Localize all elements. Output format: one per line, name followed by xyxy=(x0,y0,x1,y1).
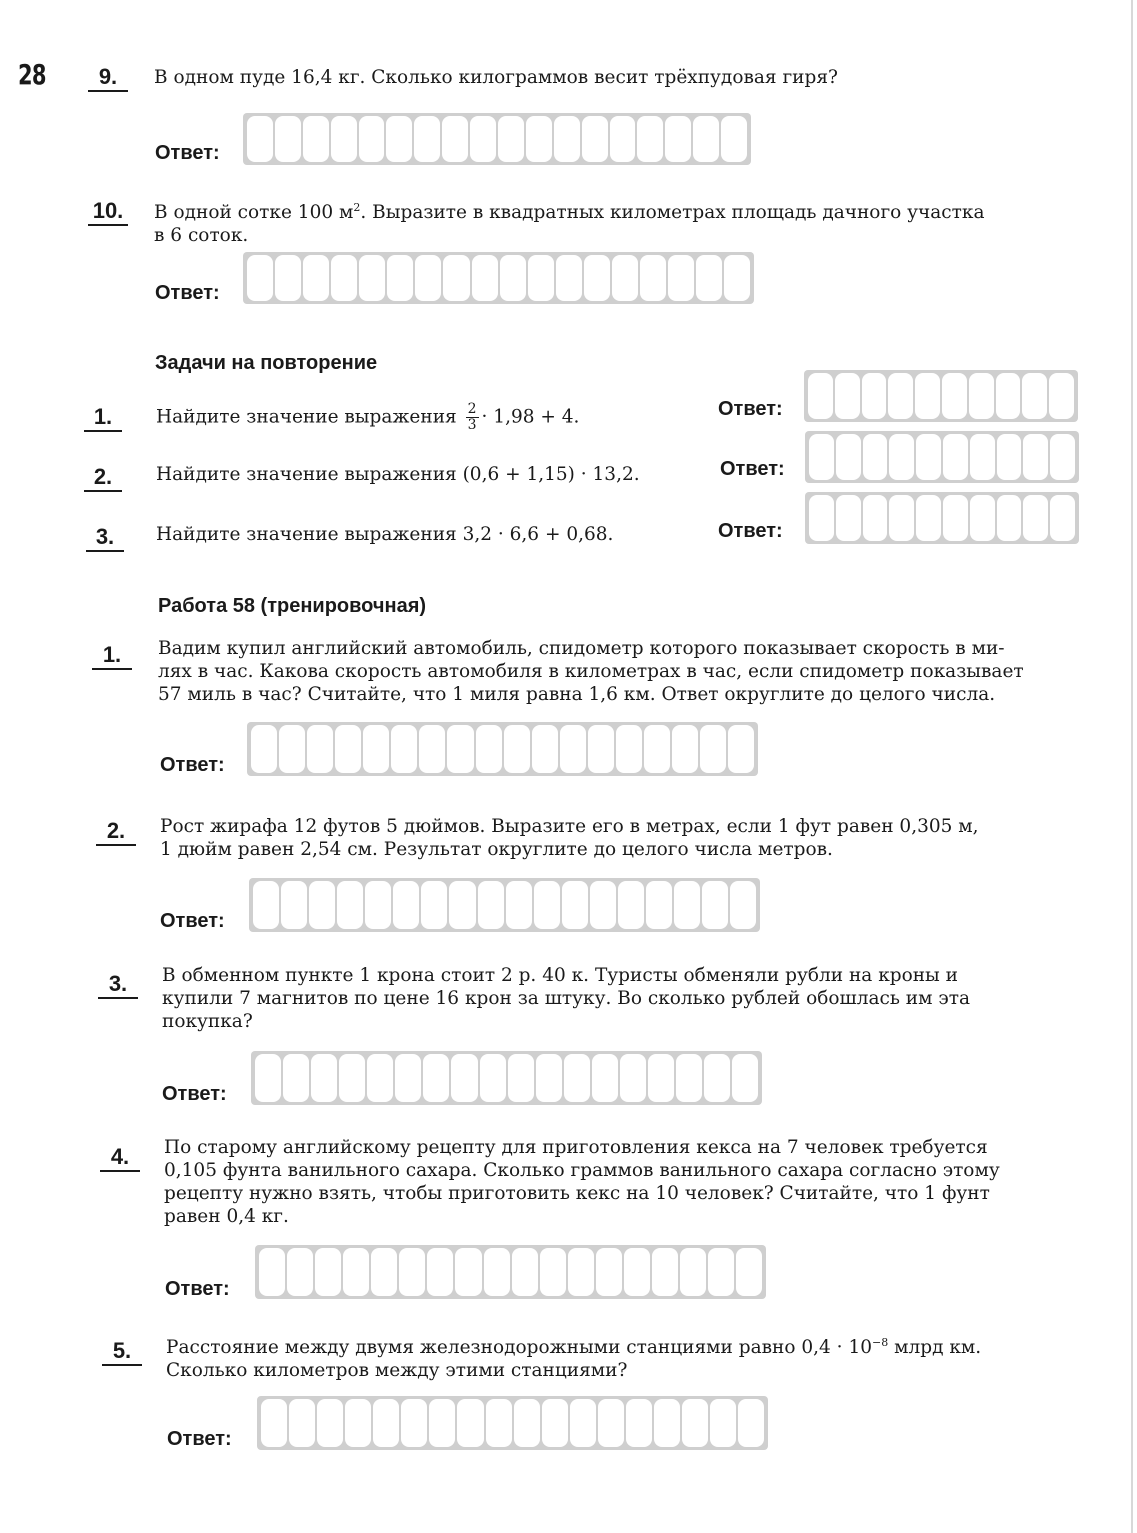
answer-cell[interactable] xyxy=(335,725,361,773)
answer-cell[interactable] xyxy=(345,1399,371,1447)
answer-cell[interactable] xyxy=(532,725,558,773)
answer-cell[interactable] xyxy=(1049,373,1074,419)
answer-cell[interactable] xyxy=(451,1054,477,1102)
fraction: $\frac{2}{3}$ xyxy=(467,401,477,433)
answer-cell[interactable] xyxy=(618,881,644,929)
work-2-number: 2. xyxy=(96,818,136,846)
answer-cell[interactable] xyxy=(668,255,694,301)
answer-cell[interactable] xyxy=(359,255,385,301)
answer-cell[interactable] xyxy=(582,116,608,162)
answer-cell[interactable] xyxy=(275,255,301,301)
answer-cell[interactable] xyxy=(331,255,357,301)
work-4-answer-label: Ответ: xyxy=(165,1278,230,1300)
answer-cell[interactable] xyxy=(1050,495,1075,541)
answer-cell[interactable] xyxy=(704,1054,730,1102)
answer-cell[interactable] xyxy=(247,116,273,162)
answer-cell[interactable] xyxy=(478,881,504,929)
answer-cell[interactable] xyxy=(386,116,412,162)
work-1-answer-label: Ответ: xyxy=(160,754,225,776)
task-10-text: В одной сотке 100 $м^2$. Выразите в квадратных километрах площадь дачного участка в 6 соток. xyxy=(154,201,985,247)
answer-cell[interactable] xyxy=(592,1054,618,1102)
answer-cell[interactable] xyxy=(514,1399,540,1447)
answer-cell[interactable] xyxy=(414,116,440,162)
review-3-text: Найдите значение выражения 3,2 · 6,6 + 0,68. xyxy=(156,524,614,545)
answer-cell[interactable] xyxy=(309,881,335,929)
review-3-answer-label: Ответ: xyxy=(718,520,783,542)
answer-cell[interactable] xyxy=(889,434,914,480)
answer-cell[interactable] xyxy=(480,1054,506,1102)
review-heading: Задачи на повторение xyxy=(155,352,378,374)
answer-cell[interactable] xyxy=(637,116,663,162)
work-5-answer-label: Ответ: xyxy=(167,1428,232,1450)
answer-cell[interactable] xyxy=(1023,434,1048,480)
page-number: 28 xyxy=(18,58,46,91)
answer-cell[interactable] xyxy=(289,1399,315,1447)
answer-cell[interactable] xyxy=(863,434,888,480)
answer-cell[interactable] xyxy=(682,1399,708,1447)
page-edge xyxy=(1131,0,1133,1533)
answer-cell[interactable] xyxy=(596,1248,622,1296)
answer-cell[interactable] xyxy=(624,1248,650,1296)
answer-cell[interactable] xyxy=(612,255,638,301)
answer-cell[interactable] xyxy=(710,1399,736,1447)
answer-cell[interactable] xyxy=(498,116,524,162)
work-4-text: По старому английскому рецепту для приготовления кекса на 7 человек требуется 0,105 фунта ванильного сахара. Сколько граммов ванильного сахара согласно этому рецепту нужно взять, чтобы приготовить кекс на 10 человек? Считайте, что 1 фунт равен 0,4 кг. xyxy=(164,1137,1000,1227)
answer-cell[interactable] xyxy=(500,255,526,301)
answer-cell[interactable] xyxy=(470,116,496,162)
answer-cell[interactable] xyxy=(534,881,560,929)
review-2-answer-box[interactable] xyxy=(805,431,1079,483)
answer-cell[interactable] xyxy=(419,725,445,773)
answer-cell[interactable] xyxy=(447,725,473,773)
answer-cell[interactable] xyxy=(728,725,754,773)
answer-cell[interactable] xyxy=(943,495,968,541)
answer-cell[interactable] xyxy=(738,1399,764,1447)
answer-cell[interactable] xyxy=(542,1399,568,1447)
answer-cell[interactable] xyxy=(674,881,700,929)
answer-cell[interactable] xyxy=(646,881,672,929)
answer-cell[interactable] xyxy=(970,495,995,541)
answer-cell[interactable] xyxy=(654,1399,680,1447)
work-5-number: 5. xyxy=(102,1338,142,1366)
answer-cell[interactable] xyxy=(484,1248,510,1296)
answer-cell[interactable] xyxy=(331,116,357,162)
answer-cell[interactable] xyxy=(584,255,610,301)
answer-cell[interactable] xyxy=(508,1054,534,1102)
answer-cell[interactable] xyxy=(644,725,670,773)
answer-cell[interactable] xyxy=(373,1399,399,1447)
answer-cell[interactable] xyxy=(423,1054,449,1102)
work-1-text: Вадим купил английский автомобиль, спидометр которого показывает скорость в ми- лях в час. Какова скорость автомобиля в километрах в час, если спидометр показывает 57 миль в час? Считайте, что 1 миля равна 1,6 км. Ответ округлите до целого числа. xyxy=(158,638,1024,705)
task-10-number: 10. xyxy=(88,198,128,226)
answer-cell[interactable] xyxy=(942,373,967,419)
answer-cell[interactable] xyxy=(1050,434,1075,480)
answer-cell[interactable] xyxy=(836,495,861,541)
answer-cell[interactable] xyxy=(676,1054,702,1102)
answer-cell[interactable] xyxy=(261,1399,287,1447)
answer-cell[interactable] xyxy=(672,725,698,773)
answer-cell[interactable] xyxy=(443,255,469,301)
work-5-text: Расстояние между двумя железнодорожными станциями равно $0,4 \cdot 10^{-8}$ млрд км. Сколько километров между этими станциями? xyxy=(166,1336,982,1382)
answer-cell[interactable] xyxy=(724,255,750,301)
answer-cell[interactable] xyxy=(303,255,329,301)
work-1-answer-box[interactable] xyxy=(247,722,758,776)
answer-cell[interactable] xyxy=(564,1054,590,1102)
task-10-answer-box[interactable] xyxy=(243,252,754,304)
work-4-answer-box[interactable] xyxy=(255,1245,766,1299)
answer-cell[interactable] xyxy=(399,1248,425,1296)
answer-cell[interactable] xyxy=(590,881,616,929)
answer-cell[interactable] xyxy=(652,1248,678,1296)
review-3-answer-box[interactable] xyxy=(805,492,1079,544)
answer-cell[interactable] xyxy=(337,881,363,929)
answer-cell[interactable] xyxy=(512,1248,538,1296)
answer-cell[interactable] xyxy=(449,881,475,929)
answer-cell[interactable] xyxy=(996,373,1021,419)
answer-cell[interactable] xyxy=(457,1399,483,1447)
answer-cell[interactable] xyxy=(339,1054,365,1102)
answer-cell[interactable] xyxy=(307,725,333,773)
review-2-text: Найдите значение выражения (0,6 + 1,15) · 13,2. xyxy=(156,464,640,485)
work-1-number: 1. xyxy=(92,642,132,670)
review-2-number: 2. xyxy=(84,464,122,492)
answer-cell[interactable] xyxy=(916,495,941,541)
answer-cell[interactable] xyxy=(721,116,747,162)
work-4-number: 4. xyxy=(100,1144,140,1172)
answer-cell[interactable] xyxy=(287,1248,313,1296)
answer-cell[interactable] xyxy=(1023,495,1048,541)
answer-cell[interactable] xyxy=(442,116,468,162)
answer-cell[interactable] xyxy=(863,495,888,541)
answer-cell[interactable] xyxy=(730,881,756,929)
answer-cell[interactable] xyxy=(835,373,860,419)
review-1-answer-box[interactable] xyxy=(804,370,1078,422)
answer-cell[interactable] xyxy=(526,116,552,162)
work-2-answer-box[interactable] xyxy=(249,878,760,932)
answer-cell[interactable] xyxy=(888,373,913,419)
answer-cell[interactable] xyxy=(275,116,301,162)
review-1-answer-label: Ответ: xyxy=(718,398,783,420)
answer-cell[interactable] xyxy=(560,725,586,773)
review-2-answer-label: Ответ: xyxy=(720,458,785,480)
answer-cell[interactable] xyxy=(862,373,887,419)
answer-cell[interactable] xyxy=(616,725,642,773)
task-9-text: В одном пуде 16,4 кг. Сколько килограммов весит трёхпудовая гиря? xyxy=(154,67,838,88)
answer-cell[interactable] xyxy=(415,255,441,301)
answer-cell[interactable] xyxy=(970,434,995,480)
answer-cell[interactable] xyxy=(317,1399,343,1447)
task-10-answer-label: Ответ: xyxy=(155,282,220,304)
answer-cell[interactable] xyxy=(401,1399,427,1447)
answer-cell[interactable] xyxy=(540,1248,566,1296)
answer-cell[interactable] xyxy=(598,1399,624,1447)
answer-cell[interactable] xyxy=(303,116,329,162)
answer-cell[interactable] xyxy=(708,1248,734,1296)
answer-cell[interactable] xyxy=(562,881,588,929)
answer-cell[interactable] xyxy=(693,116,719,162)
answer-cell[interactable] xyxy=(916,434,941,480)
answer-cell[interactable] xyxy=(570,1399,596,1447)
answer-cell[interactable] xyxy=(1022,373,1047,419)
answer-cell[interactable] xyxy=(696,255,722,301)
work-heading: Работа 58 (тренировочная) xyxy=(158,595,427,617)
answer-cell[interactable] xyxy=(393,881,419,929)
work-3-number: 3. xyxy=(98,971,138,999)
work-2-text: Рост жирафа 12 футов 5 дюймов. Выразите его в метрах, если 1 фут равен 0,305 м, 1 дюйм равен 2,54 см. Результат округлите до целого числа метров. xyxy=(160,816,979,860)
answer-cell[interactable] xyxy=(610,116,636,162)
work-3-answer-box[interactable] xyxy=(251,1051,762,1105)
answer-cell[interactable] xyxy=(486,1399,512,1447)
answer-cell[interactable] xyxy=(702,881,728,929)
work-3-text: В обменном пункте 1 крона стоит 2 р. 40 к. Туристы обменяли рубли на кроны и купили 7 магнитов по цене 16 крон за штуку. Во сколько рублей обошлась им эта покупка? xyxy=(162,965,971,1032)
task-9-number: 9. xyxy=(88,64,128,92)
review-1-number: 1. xyxy=(84,404,122,432)
review-3-number: 3. xyxy=(86,524,124,552)
answer-cell[interactable] xyxy=(259,1248,285,1296)
answer-cell[interactable] xyxy=(359,116,385,162)
answer-cell[interactable] xyxy=(640,255,666,301)
answer-cell[interactable] xyxy=(311,1054,337,1102)
answer-cell[interactable] xyxy=(626,1399,652,1447)
answer-cell[interactable] xyxy=(736,1248,762,1296)
answer-cell[interactable] xyxy=(253,881,279,929)
answer-cell[interactable] xyxy=(279,725,305,773)
answer-cell[interactable] xyxy=(943,434,968,480)
answer-cell[interactable] xyxy=(283,1054,309,1102)
answer-cell[interactable] xyxy=(255,1054,281,1102)
answer-cell[interactable] xyxy=(889,495,914,541)
answer-cell[interactable] xyxy=(809,434,834,480)
answer-cell[interactable] xyxy=(476,725,502,773)
answer-cell[interactable] xyxy=(915,373,940,419)
answer-cell[interactable] xyxy=(251,725,277,773)
answer-cell[interactable] xyxy=(395,1054,421,1102)
answer-cell[interactable] xyxy=(427,1248,453,1296)
work-5-answer-box[interactable] xyxy=(257,1396,768,1450)
answer-cell[interactable] xyxy=(455,1248,481,1296)
answer-cell[interactable] xyxy=(680,1248,706,1296)
answer-cell[interactable] xyxy=(997,495,1022,541)
answer-cell[interactable] xyxy=(568,1248,594,1296)
answer-cell[interactable] xyxy=(363,725,389,773)
answer-cell[interactable] xyxy=(808,373,833,419)
answer-cell[interactable] xyxy=(732,1054,758,1102)
answer-cell[interactable] xyxy=(969,373,994,419)
answer-cell[interactable] xyxy=(506,881,532,929)
task-9-answer-label: Ответ: xyxy=(155,142,220,164)
answer-cell[interactable] xyxy=(421,881,447,929)
answer-cell[interactable] xyxy=(836,434,861,480)
work-2-answer-label: Ответ: xyxy=(160,910,225,932)
answer-cell[interactable] xyxy=(281,881,307,929)
answer-cell[interactable] xyxy=(371,1248,397,1296)
answer-cell[interactable] xyxy=(556,255,582,301)
answer-cell[interactable] xyxy=(809,495,834,541)
answer-cell[interactable] xyxy=(472,255,498,301)
work-3-answer-label: Ответ: xyxy=(162,1083,227,1105)
answer-cell[interactable] xyxy=(997,434,1022,480)
answer-cell[interactable] xyxy=(343,1248,369,1296)
answer-cell[interactable] xyxy=(315,1248,341,1296)
review-1-text: Найдите значение выражения $\frac{2}{3}$ · 1,98 + 4. xyxy=(156,401,580,433)
answer-cell[interactable] xyxy=(365,881,391,929)
answer-cell[interactable] xyxy=(391,725,417,773)
answer-cell[interactable] xyxy=(504,725,530,773)
answer-cell[interactable] xyxy=(554,116,580,162)
answer-cell[interactable] xyxy=(387,255,413,301)
answer-cell[interactable] xyxy=(648,1054,674,1102)
answer-cell[interactable] xyxy=(588,725,614,773)
answer-cell[interactable] xyxy=(367,1054,393,1102)
answer-cell[interactable] xyxy=(665,116,691,162)
answer-cell[interactable] xyxy=(429,1399,455,1447)
answer-cell[interactable] xyxy=(536,1054,562,1102)
answer-cell[interactable] xyxy=(620,1054,646,1102)
answer-cell[interactable] xyxy=(247,255,273,301)
answer-cell[interactable] xyxy=(528,255,554,301)
task-9-answer-box[interactable] xyxy=(243,113,751,165)
answer-cell[interactable] xyxy=(700,725,726,773)
